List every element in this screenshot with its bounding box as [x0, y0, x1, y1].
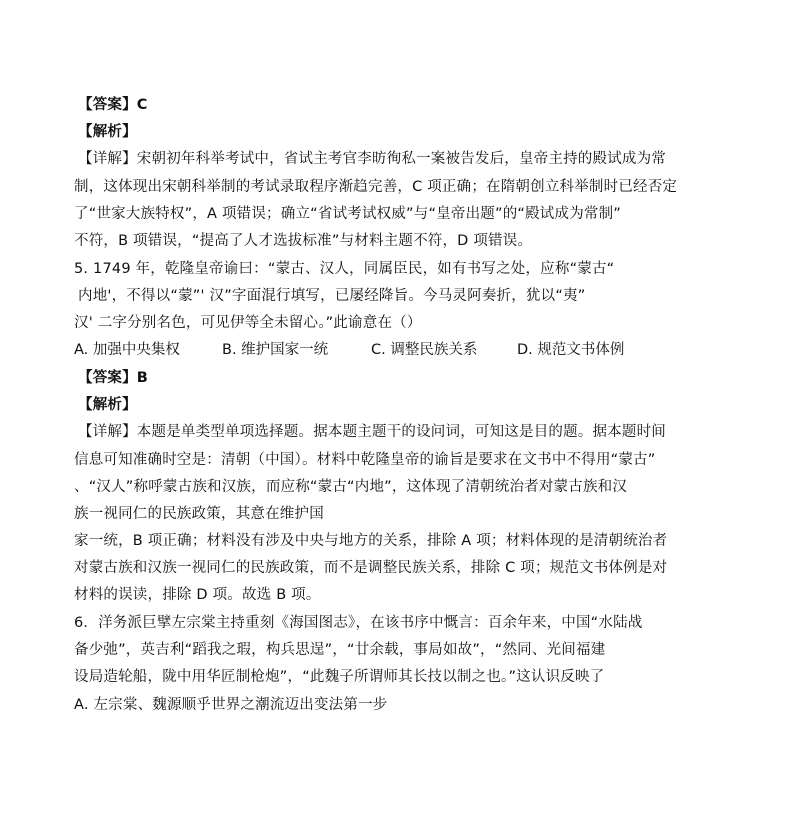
q5-option-d: D. 规范文书体例 [517, 342, 625, 358]
q6-stem-line: 设局造轮船，陇中用华匠制枪炮”，“此魏子所谓师其长技以制之也。”这认识反映了 [74, 669, 605, 685]
q4-analysis-heading: 【解析】 [78, 124, 137, 140]
q6-stem-line: 备少弛”，英吉利“蹈我之瑕，构兵思逞”，“廿余载，事局如故”，“然同、光间福建 [74, 642, 606, 658]
q6-option-a: A. 左宗棠、魏源顺乎世界之潮流迈出变法第一步 [74, 697, 388, 713]
q5-detail-line: 材料的误读，排除 D 项。故选 B 项。 [74, 587, 321, 603]
q4-detail-line: 了“世家大族特权”，A 项错误；确立“省试考试权威”与“皇帝出题”的“殿试成为常制” [74, 206, 622, 222]
q6-stem-line: 6．洋务派巨擘左宗棠主持重刻《海国图志》，在该书序中慨言：百余年来，中国“水陆战 [74, 615, 643, 631]
q4-detail-line: 【详解】宋朝初年科举考试中，省试主考官李昉徇私一案被告发后，皇帝主持的殿试成为常 [78, 151, 666, 167]
q5-detail-line: 、“汉人”称呼蒙古族和汉族，而应称“蒙古“内地”，这体现了清朝统治者对蒙古族和汉 [74, 479, 628, 495]
q5-option-c: C. 调整民族关系 [371, 342, 478, 358]
q4-detail-line: 制，这体现出宋朝科举制的考试录取程序渐趋完善，C 项正确；在隋朝创立科举制时已经否定 [74, 179, 678, 195]
q5-option-b: B. 维护国家一统 [222, 342, 329, 358]
q4-answer: 【答案】C [78, 97, 148, 113]
q5-detail-line: 【详解】本题是单类型单项选择题。据本题主题干的设问词，可知这是目的题。据本题时间 [78, 424, 666, 440]
q5-option-a: A. 加强中央集权 [74, 342, 180, 358]
q5-detail-line: 信息可知准确时空是：清朝（中国）。材料中乾隆皇帝的谕旨是要求在文书中不得用“蒙古” [74, 452, 656, 468]
q4-detail-line: 不符，B 项错误，“提高了人才选拔标准”与材料主题不符，D 项错误。 [74, 233, 533, 249]
q5-analysis-heading: 【解析】 [78, 397, 137, 413]
q5-detail-line: 族一视同仁的民族政策，其意在维护国 [74, 506, 324, 522]
q5-stem-line: 汉' 二字分别名色，可见伊等全未留心。”此谕意在（） [74, 315, 422, 331]
q5-stem-line: 内地'，不得以“蒙”' 汉”字面混行填写，已屡经降旨。今马灵阿奏折，犹以“夷” [78, 288, 586, 304]
q5-detail-line: 家一统，B 项正确；材料没有涉及中央与地方的关系，排除 A 项；材料体现的是清朝统治者 [74, 533, 668, 549]
q5-answer: 【答案】B [78, 370, 149, 386]
q5-detail-line: 对蒙古族和汉族一视同仁的民族政策，而不是调整民族关系，排除 C 项；规范文书体例是对 [74, 560, 668, 576]
q5-stem-line: 5. 1749 年，乾隆皇帝谕曰：“蒙古、汉人，同属臣民，如有书写之处，应称“蒙古“ [74, 261, 615, 277]
